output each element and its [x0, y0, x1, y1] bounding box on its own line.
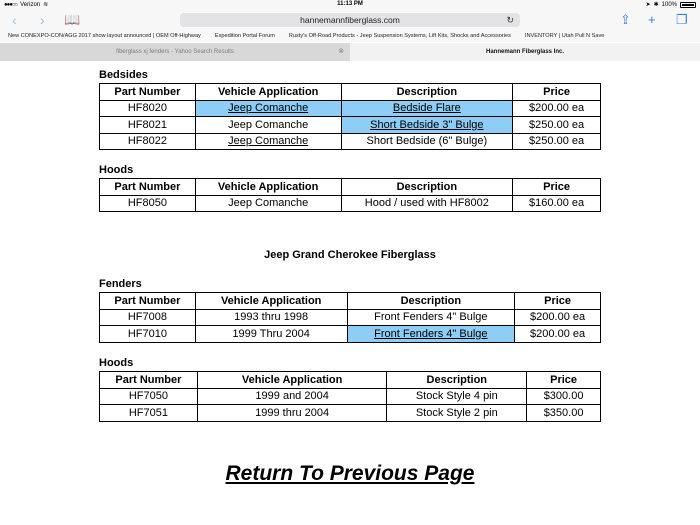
- carrier-label: Verizon: [20, 1, 41, 8]
- part-number: HF8021: [100, 117, 196, 134]
- table-row: [100, 326, 601, 343]
- forward-icon[interactable]: ›: [40, 12, 45, 28]
- table-row: [100, 195, 601, 212]
- column-header: Description: [341, 179, 513, 196]
- column-header: Price: [515, 293, 601, 310]
- battery-percent: 100%: [661, 1, 677, 8]
- table-header-row: [100, 84, 601, 101]
- url-text: hannemannfiberglass.com: [300, 15, 400, 25]
- tabs-icon[interactable]: ❐: [676, 12, 688, 27]
- vehicle-application: 1999 thru 2004: [197, 405, 387, 422]
- column-header: Vehicle Application: [195, 84, 341, 101]
- status-right: [646, 1, 696, 8]
- part-number: HF8022: [100, 133, 196, 150]
- section-title-hoods-2: Hoods: [99, 357, 134, 369]
- column-header: Price: [527, 372, 601, 389]
- column-header: Part Number: [100, 372, 198, 389]
- browser-toolbar: [0, 10, 700, 30]
- location-icon: ➤: [645, 2, 651, 8]
- description: Stock Style 4 pin: [387, 388, 527, 405]
- share-icon[interactable]: ⇪: [620, 12, 631, 27]
- description-link-cell[interactable]: [341, 100, 513, 117]
- tab-label: Hannemann Fiberglass Inc.: [485, 49, 565, 55]
- table-row: [100, 388, 601, 405]
- reload-icon[interactable]: ↻: [506, 15, 514, 25]
- price: $200.00 ea: [515, 326, 601, 343]
- signal-icon: ●●●○○: [4, 1, 18, 8]
- tab-label: fiberglass xj fenders - Yahoo Search Results: [116, 49, 234, 55]
- table-row: [100, 309, 601, 326]
- bookmark-item[interactable]: New CONEXPO-CON/AGG 2017 show layout announced | OEM Off-Highway: [8, 33, 201, 39]
- hoods-table: [99, 178, 601, 212]
- fenders-table: [99, 292, 601, 343]
- hoods-table-2: [99, 371, 601, 422]
- tab-yahoo-search[interactable]: [0, 43, 350, 61]
- description: Hood / used with HF8002: [341, 195, 513, 212]
- description: Short Bedside (6" Bulge): [341, 133, 513, 150]
- column-header: Price: [513, 84, 601, 101]
- price: $350.00: [527, 405, 601, 422]
- back-icon[interactable]: ‹: [12, 12, 17, 28]
- price: $200.00 ea: [515, 309, 601, 326]
- description-link-cell[interactable]: [347, 326, 515, 343]
- column-header: Description: [347, 293, 515, 310]
- part-number: HF7008: [100, 309, 196, 326]
- part-number: HF7050: [100, 388, 198, 405]
- clock: 11:13 PM: [337, 1, 363, 7]
- table-header-row: [100, 372, 601, 389]
- part-number: HF7010: [100, 326, 196, 343]
- vehicle-application: Jeep Comanche: [195, 117, 341, 134]
- vehicle-application: 1999 and 2004: [197, 388, 387, 405]
- battery-icon: [680, 2, 696, 8]
- column-header: Vehicle Application: [195, 179, 341, 196]
- column-header: Description: [341, 84, 513, 101]
- bookmarks-bar: [0, 30, 700, 42]
- column-header: Description: [387, 372, 527, 389]
- bookmark-item[interactable]: Rusty's Off-Road Products - Jeep Suspension Systems, Lift Kits, Shocks and Accessories: [288, 33, 511, 39]
- column-header: Vehicle Application: [195, 293, 347, 310]
- description-link[interactable]: Front Fenders 4" Bulge: [374, 327, 488, 340]
- bluetooth-icon: ✱: [653, 2, 659, 8]
- price: $250.00 ea: [513, 133, 601, 150]
- table-row: [100, 100, 601, 117]
- column-header: Vehicle Application: [197, 372, 387, 389]
- vehicle-application: 1993 thru 1998: [195, 309, 347, 326]
- price: $200.00 ea: [513, 100, 601, 117]
- grand-cherokee-heading: Jeep Grand Cherokee Fiberglass: [264, 249, 436, 261]
- bookmark-item[interactable]: Expedition Portal Forum: [214, 33, 275, 39]
- column-header: Part Number: [100, 84, 196, 101]
- column-header: Price: [513, 179, 601, 196]
- part-number: HF8050: [100, 195, 196, 212]
- price: $160.00 ea: [513, 195, 601, 212]
- column-header: Part Number: [100, 293, 196, 310]
- bedsides-table: [99, 83, 601, 150]
- table-row: [100, 405, 601, 422]
- vehicle-application: 1999 Thru 2004: [195, 326, 347, 343]
- description-link-cell[interactable]: [341, 117, 513, 134]
- price: $300.00: [527, 388, 601, 405]
- part-number: HF7051: [100, 405, 198, 422]
- bookmark-item[interactable]: INVENTORY | Utah Pull N Save: [524, 33, 605, 39]
- table-row: [100, 117, 601, 134]
- close-icon[interactable]: ⊗: [338, 48, 344, 55]
- tab-hannemann[interactable]: [350, 43, 700, 61]
- wifi-icon: ≋: [43, 2, 49, 8]
- vehicle-link-cell[interactable]: [195, 100, 341, 117]
- tab-bar: [0, 43, 700, 61]
- section-title-bedsides: Bedsides: [99, 69, 148, 81]
- vehicle-link-cell[interactable]: [195, 133, 341, 150]
- status-bar: [0, 0, 700, 10]
- bookmarks-icon[interactable]: 📖: [64, 12, 81, 27]
- vehicle-link[interactable]: Jeep Comanche: [228, 135, 309, 148]
- description: Stock Style 2 pin: [387, 405, 527, 422]
- description: Front Fenders 4" Bulge: [347, 309, 515, 326]
- table-row: [100, 133, 601, 150]
- table-header-row: [100, 293, 601, 310]
- section-title-fenders: Fenders: [99, 278, 142, 290]
- price: $250.00 ea: [513, 117, 601, 134]
- part-number: HF8020: [100, 100, 196, 117]
- vehicle-link[interactable]: Jeep Comanche: [228, 102, 309, 115]
- description-link[interactable]: Short Bedside 3" Bulge: [370, 118, 484, 131]
- description-link[interactable]: Bedside Flare: [392, 102, 461, 115]
- table-header-row: [100, 179, 601, 196]
- new-tab-icon[interactable]: +: [648, 12, 656, 27]
- return-link[interactable]: Return To Previous Page: [225, 462, 475, 485]
- page-content: [0, 62, 700, 525]
- vehicle-application: Jeep Comanche: [195, 195, 341, 212]
- column-header: Part Number: [100, 179, 196, 196]
- section-title-hoods: Hoods: [99, 164, 134, 176]
- address-bar[interactable]: [180, 13, 520, 27]
